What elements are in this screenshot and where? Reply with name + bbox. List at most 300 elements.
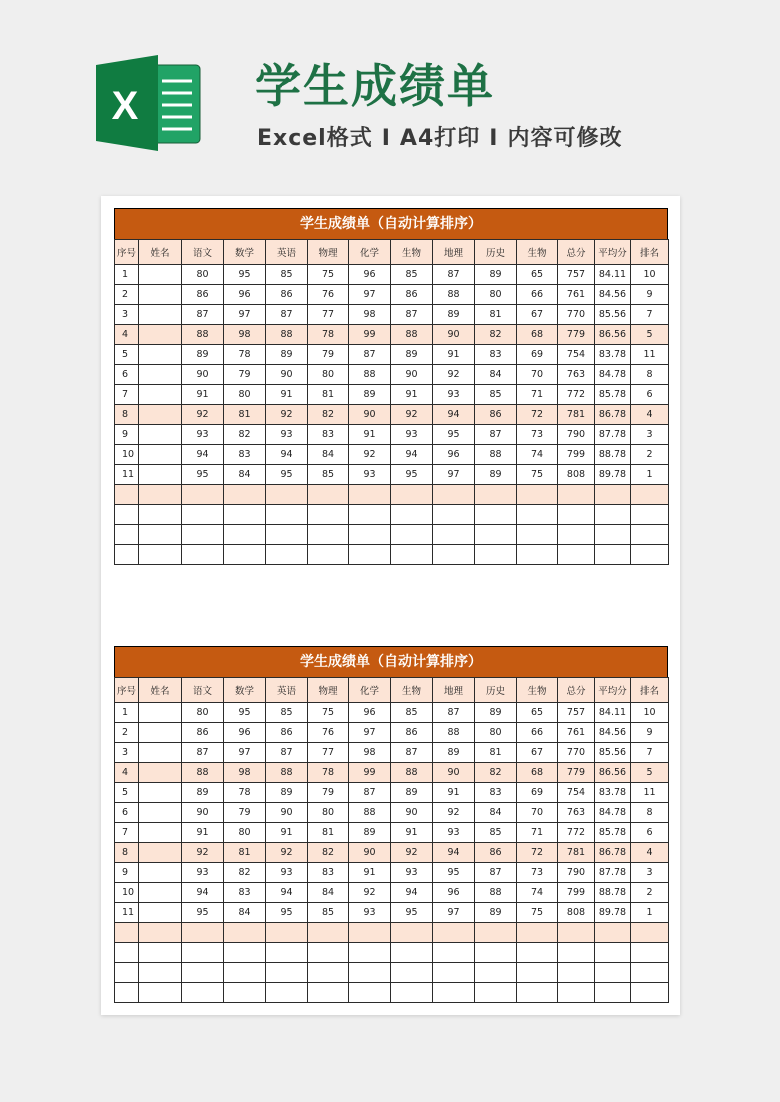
- table-cell[interactable]: 84: [308, 445, 349, 465]
- table-cell[interactable]: [115, 943, 139, 963]
- table-cell[interactable]: [517, 983, 558, 1003]
- table-cell[interactable]: 97: [349, 285, 391, 305]
- table-cell[interactable]: [517, 923, 558, 943]
- table-cell[interactable]: 3: [631, 425, 669, 445]
- table-cell[interactable]: 97: [224, 305, 266, 325]
- table-cell[interactable]: 808: [558, 903, 595, 923]
- table-cell[interactable]: 83: [308, 863, 349, 883]
- table-cell[interactable]: 87: [349, 345, 391, 365]
- table-cell[interactable]: 89: [182, 345, 224, 365]
- table-cell[interactable]: [139, 265, 182, 285]
- table-cell[interactable]: [558, 923, 595, 943]
- table-cell[interactable]: [139, 325, 182, 345]
- table-cell[interactable]: 94: [182, 883, 224, 903]
- table-cell[interactable]: 80: [182, 265, 224, 285]
- table-cell[interactable]: [631, 485, 669, 505]
- table-cell[interactable]: 763: [558, 365, 595, 385]
- table-cell[interactable]: [433, 923, 475, 943]
- table-cell[interactable]: [391, 923, 433, 943]
- table-cell[interactable]: [308, 983, 349, 1003]
- table-cell[interactable]: 95: [266, 465, 308, 485]
- table-cell[interactable]: [308, 963, 349, 983]
- table-cell[interactable]: 95: [391, 465, 433, 485]
- table-cell[interactable]: [475, 983, 517, 1003]
- table-cell[interactable]: [308, 545, 349, 565]
- table-cell[interactable]: 93: [433, 385, 475, 405]
- table-cell[interactable]: 3: [631, 863, 669, 883]
- table-cell[interactable]: [115, 923, 139, 943]
- table-cell[interactable]: 87.78: [595, 425, 631, 445]
- table-cell[interactable]: [517, 485, 558, 505]
- table-cell[interactable]: 87: [182, 305, 224, 325]
- table-cell[interactable]: 94: [266, 883, 308, 903]
- table-cell[interactable]: 96: [224, 285, 266, 305]
- table-cell[interactable]: [224, 485, 266, 505]
- table-cell[interactable]: [139, 465, 182, 485]
- table-cell[interactable]: 89: [433, 743, 475, 763]
- table-cell[interactable]: 2: [631, 883, 669, 903]
- table-cell[interactable]: 754: [558, 345, 595, 365]
- table-cell[interactable]: 89: [475, 265, 517, 285]
- table-cell[interactable]: [631, 983, 669, 1003]
- table-cell[interactable]: 91: [266, 385, 308, 405]
- table-cell[interactable]: 4: [631, 843, 669, 863]
- table-cell[interactable]: [139, 783, 182, 803]
- table-cell[interactable]: [433, 983, 475, 1003]
- table-cell[interactable]: [595, 485, 631, 505]
- table-cell[interactable]: 10: [631, 265, 669, 285]
- table-cell[interactable]: [433, 485, 475, 505]
- table-cell[interactable]: [595, 525, 631, 545]
- table-cell[interactable]: 91: [182, 385, 224, 405]
- table-cell[interactable]: 79: [224, 803, 266, 823]
- table-cell[interactable]: 761: [558, 285, 595, 305]
- table-cell[interactable]: [631, 963, 669, 983]
- table-cell[interactable]: [115, 963, 139, 983]
- table-cell[interactable]: 96: [433, 883, 475, 903]
- table-cell[interactable]: 69: [517, 345, 558, 365]
- table-cell[interactable]: 98: [349, 305, 391, 325]
- table-cell[interactable]: 95: [433, 425, 475, 445]
- table-cell[interactable]: 81: [224, 405, 266, 425]
- table-cell[interactable]: [139, 505, 182, 525]
- table-cell[interactable]: 80: [475, 723, 517, 743]
- table-cell[interactable]: [631, 943, 669, 963]
- table-cell[interactable]: 2: [631, 445, 669, 465]
- table-cell[interactable]: [224, 983, 266, 1003]
- table-cell[interactable]: 81: [475, 743, 517, 763]
- table-cell[interactable]: 85.78: [595, 823, 631, 843]
- table-cell[interactable]: 71: [517, 385, 558, 405]
- table-cell[interactable]: [266, 983, 308, 1003]
- table-cell[interactable]: 87: [433, 703, 475, 723]
- table-cell[interactable]: 87: [349, 783, 391, 803]
- table-cell[interactable]: [349, 545, 391, 565]
- table-cell[interactable]: 87.78: [595, 863, 631, 883]
- table-cell[interactable]: [558, 545, 595, 565]
- table-cell[interactable]: 91: [391, 823, 433, 843]
- table-cell[interactable]: 4: [115, 763, 139, 783]
- table-cell[interactable]: 84: [224, 903, 266, 923]
- table-cell[interactable]: 89: [475, 703, 517, 723]
- table-cell[interactable]: [517, 943, 558, 963]
- table-cell[interactable]: 82: [475, 763, 517, 783]
- table-cell[interactable]: 5: [631, 763, 669, 783]
- table-cell[interactable]: 91: [349, 425, 391, 445]
- table-cell[interactable]: 88: [433, 723, 475, 743]
- table-cell[interactable]: [139, 863, 182, 883]
- table-cell[interactable]: [349, 963, 391, 983]
- table-cell[interactable]: 88: [182, 763, 224, 783]
- table-cell[interactable]: 781: [558, 405, 595, 425]
- table-cell[interactable]: 1: [631, 903, 669, 923]
- table-cell[interactable]: [349, 983, 391, 1003]
- table-cell[interactable]: 97: [349, 723, 391, 743]
- table-cell[interactable]: 86: [182, 285, 224, 305]
- table-cell[interactable]: 84.78: [595, 803, 631, 823]
- table-cell[interactable]: [558, 963, 595, 983]
- table-cell[interactable]: [182, 505, 224, 525]
- table-cell[interactable]: 83.78: [595, 345, 631, 365]
- table-cell[interactable]: [182, 923, 224, 943]
- table-cell[interactable]: 87: [391, 305, 433, 325]
- table-cell[interactable]: 89: [266, 345, 308, 365]
- table-cell[interactable]: 91: [182, 823, 224, 843]
- table-cell[interactable]: [517, 505, 558, 525]
- table-cell[interactable]: [595, 983, 631, 1003]
- table-cell[interactable]: 85.78: [595, 385, 631, 405]
- table-cell[interactable]: 9: [115, 425, 139, 445]
- table-cell[interactable]: [224, 943, 266, 963]
- table-cell[interactable]: 96: [224, 723, 266, 743]
- table-cell[interactable]: 5: [631, 325, 669, 345]
- table-cell[interactable]: [182, 545, 224, 565]
- table-cell[interactable]: 84.78: [595, 365, 631, 385]
- table-cell[interactable]: 86.56: [595, 325, 631, 345]
- table-cell[interactable]: [349, 923, 391, 943]
- table-cell[interactable]: 98: [224, 325, 266, 345]
- table-cell[interactable]: [433, 545, 475, 565]
- table-cell[interactable]: 85.56: [595, 743, 631, 763]
- table-cell[interactable]: 757: [558, 265, 595, 285]
- table-cell[interactable]: 69: [517, 783, 558, 803]
- table-cell[interactable]: 93: [391, 425, 433, 445]
- table-cell[interactable]: 779: [558, 325, 595, 345]
- table-cell[interactable]: 92: [433, 365, 475, 385]
- table-cell[interactable]: 98: [349, 743, 391, 763]
- table-cell[interactable]: 11: [631, 345, 669, 365]
- table-cell[interactable]: [391, 485, 433, 505]
- table-cell[interactable]: 75: [517, 465, 558, 485]
- table-cell[interactable]: [115, 983, 139, 1003]
- table-cell[interactable]: [224, 505, 266, 525]
- table-cell[interactable]: 5: [115, 345, 139, 365]
- table-cell[interactable]: 65: [517, 265, 558, 285]
- table-cell[interactable]: [349, 485, 391, 505]
- table-cell[interactable]: [139, 923, 182, 943]
- table-cell[interactable]: [433, 963, 475, 983]
- table-cell[interactable]: [308, 525, 349, 545]
- table-cell[interactable]: 92: [182, 405, 224, 425]
- table-cell[interactable]: 76: [308, 723, 349, 743]
- table-cell[interactable]: [139, 823, 182, 843]
- table-cell[interactable]: 84.56: [595, 723, 631, 743]
- table-cell[interactable]: [115, 505, 139, 525]
- table-cell[interactable]: [266, 485, 308, 505]
- table-cell[interactable]: 9: [631, 285, 669, 305]
- table-cell[interactable]: [182, 525, 224, 545]
- table-cell[interactable]: 10: [115, 883, 139, 903]
- table-cell[interactable]: [558, 983, 595, 1003]
- table-cell[interactable]: 88: [391, 763, 433, 783]
- table-cell[interactable]: 97: [224, 743, 266, 763]
- table-cell[interactable]: 87: [266, 743, 308, 763]
- table-cell[interactable]: 89: [391, 783, 433, 803]
- table-cell[interactable]: 86: [266, 285, 308, 305]
- table-cell[interactable]: [595, 963, 631, 983]
- table-cell[interactable]: 790: [558, 863, 595, 883]
- table-cell[interactable]: 92: [266, 843, 308, 863]
- table-cell[interactable]: 90: [182, 803, 224, 823]
- table-cell[interactable]: 67: [517, 305, 558, 325]
- table-cell[interactable]: 88: [182, 325, 224, 345]
- table-cell[interactable]: [391, 943, 433, 963]
- table-cell[interactable]: 95: [391, 903, 433, 923]
- table-cell[interactable]: [558, 525, 595, 545]
- table-cell[interactable]: 90: [266, 365, 308, 385]
- table-cell[interactable]: 70: [517, 803, 558, 823]
- table-cell[interactable]: 6: [115, 803, 139, 823]
- table-cell[interactable]: 87: [266, 305, 308, 325]
- table-cell[interactable]: [139, 485, 182, 505]
- table-cell[interactable]: 93: [182, 863, 224, 883]
- table-cell[interactable]: [115, 525, 139, 545]
- table-cell[interactable]: 781: [558, 843, 595, 863]
- table-cell[interactable]: [433, 525, 475, 545]
- table-cell[interactable]: [224, 545, 266, 565]
- table-cell[interactable]: [475, 923, 517, 943]
- table-cell[interactable]: 83: [475, 345, 517, 365]
- table-cell[interactable]: 80: [308, 365, 349, 385]
- table-cell[interactable]: 98: [224, 763, 266, 783]
- table-cell[interactable]: 86: [391, 723, 433, 743]
- table-cell[interactable]: [266, 545, 308, 565]
- table-cell[interactable]: 11: [115, 465, 139, 485]
- table-cell[interactable]: 92: [266, 405, 308, 425]
- table-cell[interactable]: 83.78: [595, 783, 631, 803]
- table-cell[interactable]: 66: [517, 285, 558, 305]
- table-cell[interactable]: [139, 385, 182, 405]
- table-cell[interactable]: [391, 525, 433, 545]
- table-cell[interactable]: 87: [475, 863, 517, 883]
- table-cell[interactable]: [631, 505, 669, 525]
- table-cell[interactable]: [558, 505, 595, 525]
- table-cell[interactable]: 90: [433, 763, 475, 783]
- table-cell[interactable]: 90: [349, 843, 391, 863]
- table-cell[interactable]: 772: [558, 823, 595, 843]
- table-cell[interactable]: 770: [558, 743, 595, 763]
- table-cell[interactable]: 86.78: [595, 843, 631, 863]
- table-cell[interactable]: 95: [266, 903, 308, 923]
- table-cell[interactable]: [595, 943, 631, 963]
- table-cell[interactable]: [308, 485, 349, 505]
- table-cell[interactable]: [433, 943, 475, 963]
- table-cell[interactable]: 85: [391, 703, 433, 723]
- table-cell[interactable]: 86.78: [595, 405, 631, 425]
- table-cell[interactable]: [475, 525, 517, 545]
- table-cell[interactable]: 83: [475, 783, 517, 803]
- table-cell[interactable]: [391, 545, 433, 565]
- table-cell[interactable]: 92: [349, 445, 391, 465]
- table-cell[interactable]: 82: [475, 325, 517, 345]
- table-cell[interactable]: 91: [433, 345, 475, 365]
- table-cell[interactable]: 75: [308, 703, 349, 723]
- table-cell[interactable]: 94: [182, 445, 224, 465]
- table-cell[interactable]: 7: [631, 305, 669, 325]
- table-cell[interactable]: 82: [224, 425, 266, 445]
- table-cell[interactable]: [266, 505, 308, 525]
- table-cell[interactable]: 7: [115, 385, 139, 405]
- table-cell[interactable]: 93: [349, 903, 391, 923]
- table-cell[interactable]: 95: [224, 703, 266, 723]
- table-cell[interactable]: 8: [115, 405, 139, 425]
- table-cell[interactable]: 770: [558, 305, 595, 325]
- table-cell[interactable]: [182, 963, 224, 983]
- table-cell[interactable]: [475, 963, 517, 983]
- table-cell[interactable]: 85: [308, 903, 349, 923]
- table-cell[interactable]: 83: [308, 425, 349, 445]
- table-cell[interactable]: 80: [475, 285, 517, 305]
- table-cell[interactable]: 91: [391, 385, 433, 405]
- table-cell[interactable]: 80: [224, 385, 266, 405]
- table-cell[interactable]: 72: [517, 843, 558, 863]
- table-cell[interactable]: [182, 485, 224, 505]
- table-cell[interactable]: 74: [517, 883, 558, 903]
- table-cell[interactable]: 76: [308, 285, 349, 305]
- table-cell[interactable]: [224, 923, 266, 943]
- table-cell[interactable]: 84.11: [595, 265, 631, 285]
- table-cell[interactable]: 93: [266, 425, 308, 445]
- table-cell[interactable]: 85: [475, 823, 517, 843]
- table-cell[interactable]: 6: [631, 823, 669, 843]
- table-cell[interactable]: 89: [349, 385, 391, 405]
- table-cell[interactable]: 78: [308, 763, 349, 783]
- table-cell[interactable]: [139, 405, 182, 425]
- table-cell[interactable]: [595, 505, 631, 525]
- table-cell[interactable]: 77: [308, 743, 349, 763]
- table-cell[interactable]: 73: [517, 425, 558, 445]
- table-cell[interactable]: [391, 983, 433, 1003]
- table-cell[interactable]: [139, 963, 182, 983]
- table-cell[interactable]: 7: [115, 823, 139, 843]
- table-cell[interactable]: 77: [308, 305, 349, 325]
- table-cell[interactable]: 89: [475, 903, 517, 923]
- table-cell[interactable]: 4: [631, 405, 669, 425]
- table-cell[interactable]: 87: [182, 743, 224, 763]
- table-cell[interactable]: [182, 943, 224, 963]
- table-cell[interactable]: 85: [266, 265, 308, 285]
- table-cell[interactable]: 92: [433, 803, 475, 823]
- table-cell[interactable]: 80: [224, 823, 266, 843]
- table-cell[interactable]: 92: [391, 843, 433, 863]
- table-cell[interactable]: [308, 505, 349, 525]
- table-cell[interactable]: [139, 803, 182, 823]
- table-cell[interactable]: 99: [349, 763, 391, 783]
- table-cell[interactable]: 89: [391, 345, 433, 365]
- table-cell[interactable]: 763: [558, 803, 595, 823]
- table-cell[interactable]: 88.78: [595, 883, 631, 903]
- table-cell[interactable]: 86: [182, 723, 224, 743]
- table-cell[interactable]: 65: [517, 703, 558, 723]
- table-cell[interactable]: 96: [349, 265, 391, 285]
- table-cell[interactable]: 93: [349, 465, 391, 485]
- table-cell[interactable]: 88: [475, 445, 517, 465]
- table-cell[interactable]: [475, 943, 517, 963]
- table-cell[interactable]: [391, 963, 433, 983]
- table-cell[interactable]: 89: [266, 783, 308, 803]
- table-cell[interactable]: 75: [308, 265, 349, 285]
- table-cell[interactable]: 9: [631, 723, 669, 743]
- table-cell[interactable]: 790: [558, 425, 595, 445]
- table-cell[interactable]: [266, 943, 308, 963]
- table-cell[interactable]: [139, 305, 182, 325]
- table-cell[interactable]: 7: [631, 743, 669, 763]
- table-cell[interactable]: [139, 285, 182, 305]
- table-cell[interactable]: 94: [433, 405, 475, 425]
- table-cell[interactable]: 79: [224, 365, 266, 385]
- table-cell[interactable]: [139, 445, 182, 465]
- table-cell[interactable]: [349, 525, 391, 545]
- table-cell[interactable]: 86: [391, 285, 433, 305]
- table-cell[interactable]: 96: [349, 703, 391, 723]
- table-cell[interactable]: [224, 963, 266, 983]
- table-cell[interactable]: [349, 505, 391, 525]
- table-cell[interactable]: 66: [517, 723, 558, 743]
- table-cell[interactable]: 808: [558, 465, 595, 485]
- table-cell[interactable]: 95: [182, 903, 224, 923]
- table-cell[interactable]: [115, 485, 139, 505]
- table-cell[interactable]: [517, 545, 558, 565]
- table-cell[interactable]: 81: [308, 385, 349, 405]
- table-cell[interactable]: 88: [349, 803, 391, 823]
- table-cell[interactable]: 8: [631, 803, 669, 823]
- table-cell[interactable]: [391, 505, 433, 525]
- table-cell[interactable]: 79: [308, 783, 349, 803]
- table-cell[interactable]: 779: [558, 763, 595, 783]
- table-cell[interactable]: 89: [475, 465, 517, 485]
- table-cell[interactable]: 86: [266, 723, 308, 743]
- table-cell[interactable]: 85.56: [595, 305, 631, 325]
- table-cell[interactable]: 5: [115, 783, 139, 803]
- table-cell[interactable]: 88: [391, 325, 433, 345]
- table-cell[interactable]: [139, 883, 182, 903]
- table-cell[interactable]: [139, 425, 182, 445]
- table-cell[interactable]: 72: [517, 405, 558, 425]
- table-cell[interactable]: 84: [475, 365, 517, 385]
- table-cell[interactable]: 85: [308, 465, 349, 485]
- table-cell[interactable]: 2: [115, 285, 139, 305]
- table-cell[interactable]: [631, 545, 669, 565]
- table-cell[interactable]: 88: [266, 763, 308, 783]
- table-cell[interactable]: [558, 943, 595, 963]
- table-cell[interactable]: [115, 545, 139, 565]
- table-cell[interactable]: [475, 505, 517, 525]
- table-cell[interactable]: 93: [433, 823, 475, 843]
- table-cell[interactable]: 90: [182, 365, 224, 385]
- table-cell[interactable]: 97: [433, 465, 475, 485]
- table-cell[interactable]: [139, 843, 182, 863]
- table-cell[interactable]: 757: [558, 703, 595, 723]
